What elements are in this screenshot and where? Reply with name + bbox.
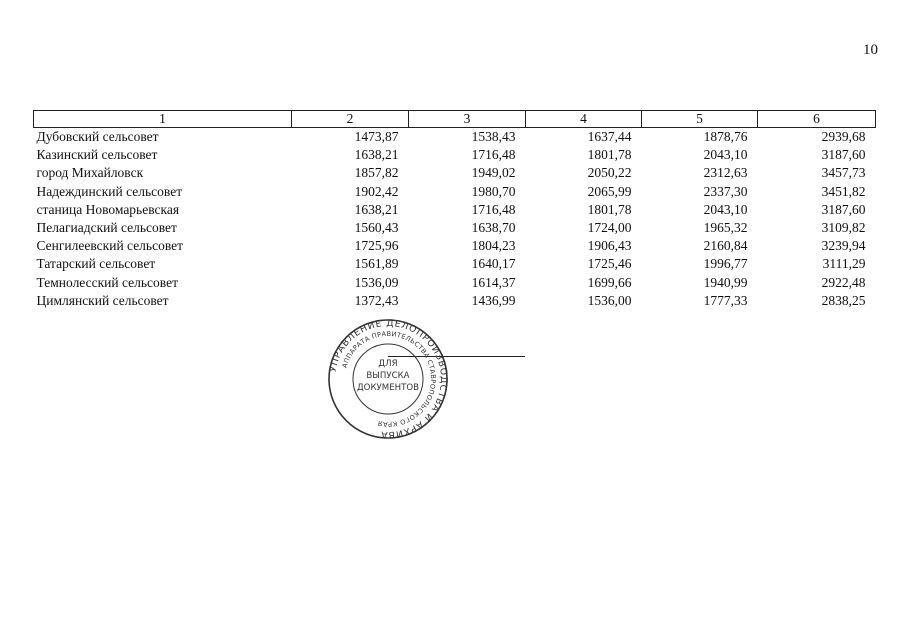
table-cell: 1965,32 xyxy=(703,220,748,236)
table-cell: 2838,25 xyxy=(821,292,866,308)
settlement-name: Татарский сельсовет xyxy=(36,256,156,272)
table-cell: 1716,48 xyxy=(471,147,516,163)
table-cell: 1801,78 xyxy=(587,201,632,217)
table-cell: 3457,73 xyxy=(821,165,866,181)
table-row xyxy=(34,292,876,310)
table-cell: 2065,99 xyxy=(587,183,632,199)
table-row xyxy=(34,183,876,201)
official-stamp xyxy=(327,318,449,440)
table-cell: 1536,09 xyxy=(354,274,399,290)
table-row xyxy=(34,255,876,273)
table-cell: 1561,89 xyxy=(354,256,399,272)
table-body xyxy=(34,128,876,311)
table-cell: 3187,60 xyxy=(821,201,866,217)
table-cell: 2043,10 xyxy=(703,201,748,217)
table-row xyxy=(34,237,876,255)
stamp-outer-text: УПРАВЛЕНИЕ ДЕЛОПРОИЗВОДСТВА И АРХИВА xyxy=(327,318,449,440)
table-cell: 2337,30 xyxy=(703,183,748,199)
table-cell: 2939,68 xyxy=(821,129,866,144)
table-cell: 1372,43 xyxy=(354,292,399,308)
stamp-center-line-2: ВЫПУСКА xyxy=(366,371,410,381)
table-cell: 2922,48 xyxy=(821,274,866,290)
settlement-name: Пелагиадский сельсовет xyxy=(36,220,177,236)
settlement-name: город Михайловск xyxy=(36,165,144,181)
table-cell: 1878,76 xyxy=(703,129,748,144)
table-row xyxy=(34,274,876,292)
column-header: 1 xyxy=(34,111,292,128)
table-cell: 1536,00 xyxy=(587,292,632,308)
table-row xyxy=(34,201,876,219)
table-row xyxy=(34,146,876,164)
stamp-inner-text: АППАРАТА ПРАВИТЕЛЬСТВА СТАВРОПОЛЬСКОГО КРАЯ xyxy=(340,329,438,429)
table-cell: 1949,02 xyxy=(471,165,516,181)
table-cell: 1436,99 xyxy=(471,292,516,308)
table-cell: 1906,43 xyxy=(587,238,632,254)
table-cell: 2050,22 xyxy=(587,165,632,181)
column-header: 2 xyxy=(292,111,409,128)
settlement-name: станица Новомарьевская xyxy=(36,201,180,217)
settlement-name: Сенгилеевский сельсовет xyxy=(36,238,184,254)
table-cell: 3187,60 xyxy=(821,147,866,163)
table-cell: 1980,70 xyxy=(471,183,516,199)
table-cell: 1725,46 xyxy=(587,256,632,272)
table-cell: 1996,77 xyxy=(703,256,748,272)
table-cell: 1637,44 xyxy=(587,129,632,144)
table-cell: 1638,21 xyxy=(354,147,399,163)
settlement-name: Казинский сельсовет xyxy=(36,147,158,163)
table-row xyxy=(34,128,876,147)
table-cell: 2312,63 xyxy=(703,165,748,181)
table-cell: 3239,94 xyxy=(821,238,866,254)
column-header: 3 xyxy=(409,111,526,128)
table-cell: 1724,00 xyxy=(587,220,632,236)
table-cell: 1725,96 xyxy=(354,238,399,254)
table-cell: 1538,43 xyxy=(471,129,516,144)
table-row xyxy=(34,164,876,182)
settlement-name: Надеждинский сельсовет xyxy=(36,183,183,199)
stamp-center-line-1: ДЛЯ xyxy=(378,359,398,369)
stamp-center-line-3: ДОКУМЕНТОВ xyxy=(356,383,420,393)
data-table xyxy=(33,110,876,310)
table-cell: 1638,21 xyxy=(354,201,399,217)
table-cell: 1640,17 xyxy=(471,256,516,272)
page-number: 10 xyxy=(863,42,878,58)
table-cell: 1638,70 xyxy=(471,220,516,236)
table-cell: 1940,99 xyxy=(703,274,748,290)
table-cell: 2160,84 xyxy=(703,238,748,254)
table-cell: 1614,37 xyxy=(471,274,516,290)
column-header: 6 xyxy=(758,111,876,128)
table-cell: 3451,82 xyxy=(821,183,866,199)
settlement-name: Темнолесский сельсовет xyxy=(36,274,178,290)
table-cell: 1716,48 xyxy=(471,201,516,217)
table-row xyxy=(34,219,876,237)
table-cell: 1902,42 xyxy=(354,183,399,199)
column-header: 4 xyxy=(526,111,642,128)
table-cell: 1560,43 xyxy=(354,220,399,236)
table-cell: 3109,82 xyxy=(821,220,866,236)
settlement-name: Дубовский сельсовет xyxy=(36,129,159,144)
settlement-name: Цимлянский сельсовет xyxy=(36,292,169,308)
column-header: 5 xyxy=(642,111,758,128)
table-header xyxy=(34,111,876,128)
table-cell: 1777,33 xyxy=(703,292,748,308)
header-row xyxy=(34,111,876,128)
table-cell: 2043,10 xyxy=(703,147,748,163)
table-cell: 1473,87 xyxy=(354,129,399,144)
table-cell: 1801,78 xyxy=(587,147,632,163)
table-cell: 1804,23 xyxy=(471,238,516,254)
table-cell: 3111,29 xyxy=(822,256,866,272)
table-cell: 1857,82 xyxy=(354,165,399,181)
table-cell: 1699,66 xyxy=(587,274,632,290)
